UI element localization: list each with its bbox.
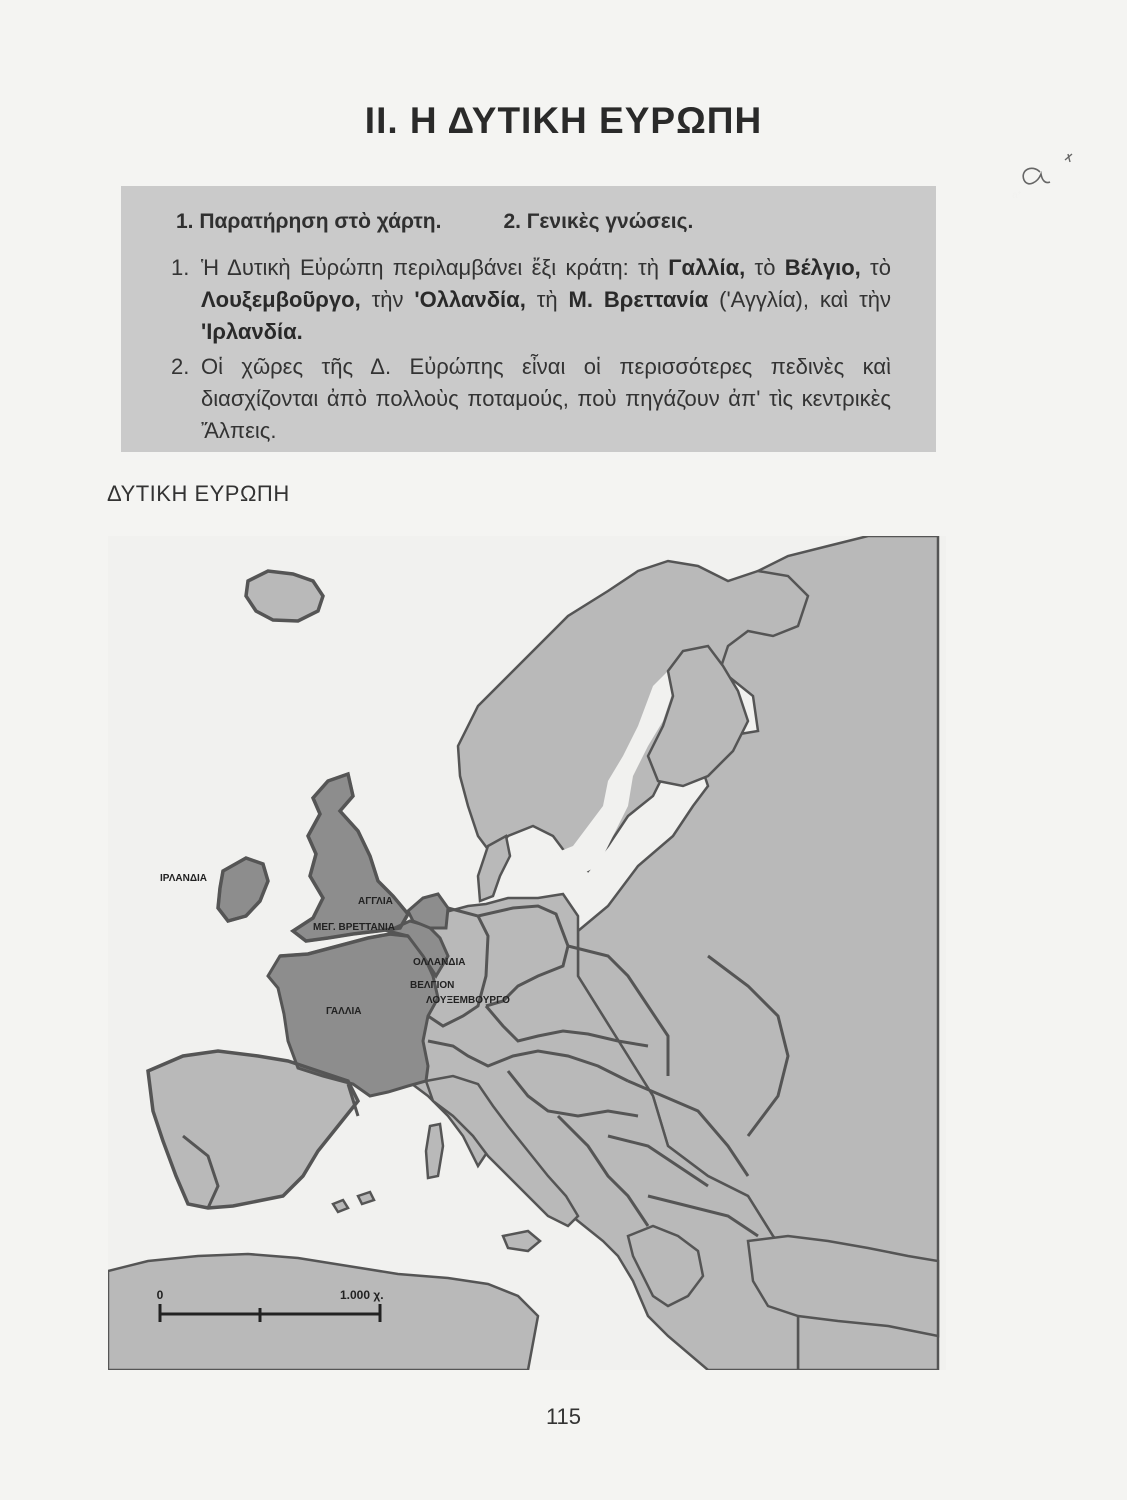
scale-end-label: 1.000 χ. bbox=[340, 1288, 384, 1302]
label-luxembourg: ΛΟΥΞΕΜΒΟΥΡΓΟ bbox=[426, 995, 510, 1006]
point-2-number: 2. bbox=[171, 354, 190, 379]
europe-map bbox=[108, 536, 946, 1370]
point-1-number: 1. bbox=[171, 255, 190, 280]
label-ireland: ΙΡΛΑΝΔΙΑ bbox=[160, 873, 208, 884]
point-2-text: Οἱ χῶρες τῆς Δ. Εὐρώπης εἶναι οἱ περισσότερες πεδινὲς καὶ διασχίζονται ἀπὸ πολλοὺς ποταμούς, ποὺ πηγάζουν ἀπ' τὶς κεντρικὲς Ἄλπεις. bbox=[201, 354, 891, 443]
label-england: ΑΓΓΛΙΑ bbox=[358, 896, 393, 907]
heading-observation: 1. Παρατήρηση στὸ χάρτη. bbox=[176, 210, 442, 233]
page-title: II. Η ΔΥΤΙΚΗ ΕΥΡΩΠΗ bbox=[364, 100, 763, 141]
scale-start-label: 0 bbox=[156, 1288, 164, 1302]
summary-headings bbox=[176, 210, 693, 234]
point-1-text: Ἡ Δυτικὴ Εὐρώπη περιλαμβάνει ἔξι κράτη: τὴ Γαλλία, τὸ Βέλγιο, τὸ Λουξεμβοῦργο, τὴν 'Ολλανδία, τὴ Μ. Βρεττανία ('Αγγλία), καὶ τὴν 'Ιρλανδία. bbox=[201, 255, 892, 344]
europe-map-svg bbox=[108, 536, 946, 1370]
label-great-britain: ΜΕΓ. ΒΡΕΤΤΑΝΙΑ bbox=[313, 922, 395, 933]
page-number: 115 bbox=[545, 1404, 582, 1429]
heading-general-knowledge: 2. Γενικὲς γνώσεις. bbox=[503, 210, 694, 233]
handwritten-mark-text: a* bbox=[1012, 190, 1022, 200]
label-belgium: ΒΕΛΓΙΟΝ bbox=[410, 980, 455, 991]
label-france: ΓΑΛΛΙΑ bbox=[326, 1006, 362, 1017]
summary-box bbox=[121, 186, 936, 452]
label-netherlands: ΟΛΛΑΝΔΙΑ bbox=[413, 957, 466, 968]
handwritten-mark bbox=[1010, 150, 1090, 200]
map-caption: ΔΥΤΙΚΗ ΕΥΡΩΠΗ bbox=[107, 481, 290, 506]
summary-point-1 bbox=[171, 252, 891, 348]
summary-point-2 bbox=[171, 351, 891, 447]
